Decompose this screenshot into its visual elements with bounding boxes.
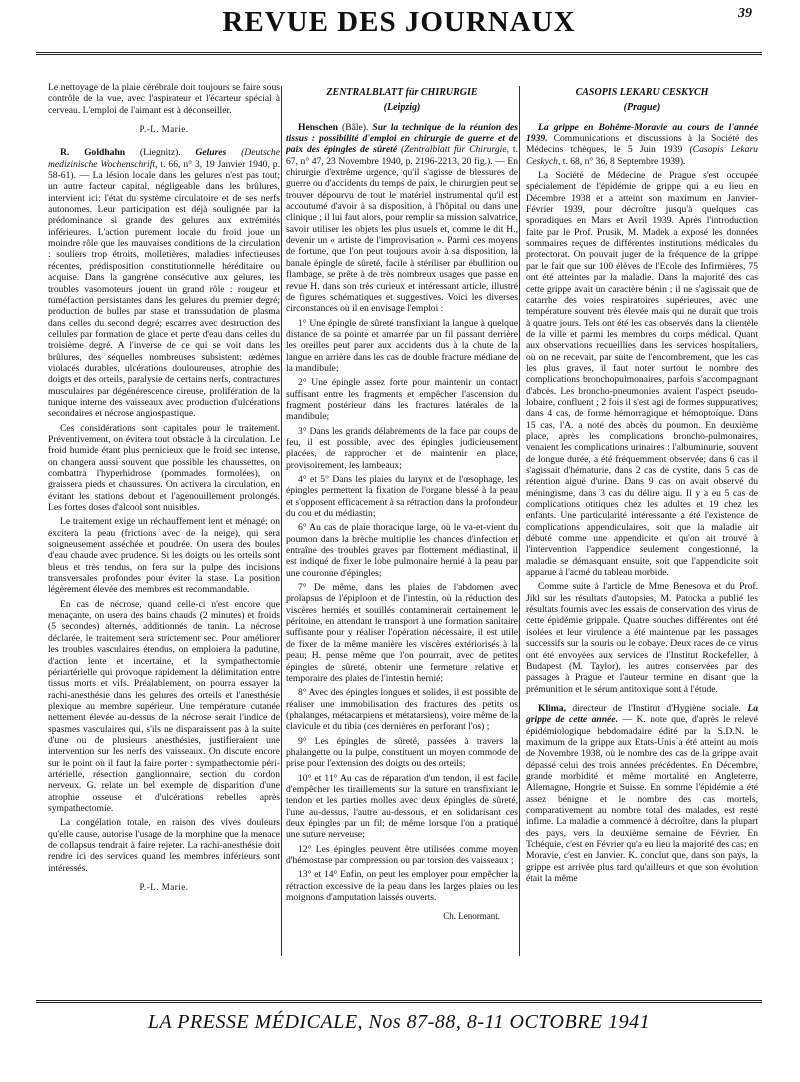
paragraph: — K. note que, d'après le relevé épidémiologique hebdomadaire édité par la S.D.N. le maximum de la grippe aux Etats-Unis a été atteint au mois de Novembre 1938, où le nombre des cas de la grippe avait dépassé celui des trois années précédentes. En Décembre, grande morbidité et même mortalité en Angleterre, Allemagne, Hongrie et Suisse. En somme l'épidémie a été assez bénigne et le nombre des cas mortels, comparativement au nombre total des malades, est resté infime. La maladie a commencé à décroître, dans la plupart des pays, vers la deuxième semaine de Février. En Tchéquie, c'est en Février qu'a eu lieu la majorité des cas; en Moravie, c'est en Janvier. K. conclut que, dans son pays, la grippe est arrivée plus tard qu'ailleurs et que son évolution était la même xyxy=(526,714,758,885)
article-title: La grippe de cette année. xyxy=(526,702,758,726)
column-divider xyxy=(281,86,282,956)
article-place: (Liegnitz). xyxy=(125,147,196,159)
section-title: ZENTRALBLATT für CHIRURGIE xyxy=(326,87,478,98)
article-journal: (Zentralblatt für Chirurgie, xyxy=(397,144,509,156)
paragraph: En chirurgie d'extrême urgence, qu'il s'agisse de blessures de guerre ou d'accidents du temps de paix, le chirurgien peut se trouver dépourvu de tout le matériel instrumental qu'il est accoutumé d'avoir à sa disposition, à l'hôpital ou dans une clinique ; il lui faut alors, pour remplir sa mission salvatrice, savoir utiliser les objets les plus usuels et, comme le dit H., devenir un « artiste de l'improvisation ». Parmi ces moyens de fortune, que l'on peut toujours avoir à sa disposition, la banale épingle de sûreté, facile à stériliser par ébullition ou flambage, se prête à de très nombreux usages que passe en revue H. dans son très curieux et intéressant article, illustré de figures schématiques et suggestives. Voici les diverses circonstances où il en envisage l'emploi : xyxy=(286,155,518,315)
article-title: La grippe en Bohême-Moravie au cours de l'année 1939. xyxy=(526,121,758,145)
paragraph: La lésion locale dans les gelures n'est pas tout; un autre facteur capital, négligeable dans les brûlures, intervient ici: l'état du système circulatoire et de ses nerfs autonomes. Leur participation est déjà soulignée par la prédominance si grande des gelures aux extrémités inférieures. L'action purement locale du froid joue un moindre rôle que les mauvaises conditions de la circulation : souliers trop étroits, molletières, maladies infectieuses récentes, prédisposition constitutionnelle héréditaire ou acquise. Dans la gangrène consécutive aux gelures, les troubles vasomoteurs jouent un grand rôle : rougeur et tuméfaction persistantes dans les gelures du premier degré; production de bulles par stase et transsudation de plasma dans celles du second degré; escarres avec destruction des cellules par formation de glace et perte d'eau dans celles du troisième degré. A l'inverse de ce qui se voit dans les brûlures, des séquelles nombreuses subsistent: œdèmes violacés durables, ulcérations douloureuses, atrophie des doigts et des orteils, paralysie de certains nerfs, contractures musculaires par dégénérescence cireuse, prolifération de la tunique interne des vaisseaux avec production d'ulcérations secondaires et nécrose angiospastique. xyxy=(48,170,280,420)
list-item: 3° Dans les grands délabrements de la face par coups de feu, il est possible, avec des épingles judicieusement placées, de rapprocher et de maintenir en place, provisoirement, les lambeaux; xyxy=(286,425,518,471)
paragraph: La congélation totale, en raison des vives douleurs qu'elle cause, autorise l'usage de la morphine que la menace de collapsus tendrait à faire rejeter. La rachi-anesthésie doit rendre ici des services quand les membres inférieurs sont intéressés. xyxy=(48,817,280,874)
paragraph: En cas de nécrose, quand celle-ci n'est encore que menaçante, on usera des bains chauds (2 minutes) et froids (5 secondes) alternés, additionnés de tanin. La nécrose déclarée, le traitement sera strictement sec. Pour améliorer les troubles vasculaires étendus, on emploiera la padutine, d'action lente et incertaine, et la sympathectomie périartérielle qui provoque rapidement la délimitation entre tissus morts et vifs. Préalablement, on pourra essayer la rachi-anesthésie dans les gelures des orteils et l'anesthésie plexique au membre supérieur. Une température cutanée nettement élevée au-dessus de la nécrose serait l'indice de spasmes vasculaires qui, s'ils ne disparaissent pas à la suite d'une ou de plusieurs anesthésies, justifieraient une intervention sur les nerfs des vaisseaux. On discute encore sur le point où il faut la faire porter : sympathectomie péri-artérielle, résection ganglionnaire, section du cordon nerveux. G. relate un bel exemple de disparition d'une atrophie osseuse et d'ulcérations rebelles après sympathectomie. xyxy=(48,598,280,814)
section-place: (Leipzig) xyxy=(383,102,421,114)
list-item: 2° Une épingle assez forte pour maintenir un contact suffisant entre les fragments et empêcher l'ascension du fragment postérieur dans les fractures latérales de la mandibule; xyxy=(286,377,518,423)
article-grippe xyxy=(526,122,758,167)
column-middle xyxy=(286,82,518,952)
column-divider xyxy=(519,86,520,956)
list-item: 1° Une épingle de sûreté transfixiant la langue à quelque distance de sa pointe et amarrée par un fil passant derrière les oreilles peut parer aux accidents dus à la chute de la langue en arrière dans les cas de double fracture médiane de la mandibule; xyxy=(286,317,518,374)
journal-title: REVUE DES JOURNAUX xyxy=(222,6,576,38)
article-reference: t. 68, n° 36, 8 Septembre 1939). xyxy=(560,155,686,167)
list-item: 4° et 5° Dans les plaies du larynx et de l'œsophage, les épingles permettent la fixation de l'organe blessé à la peau et s'opposent efficacement à sa rétraction dans la profondeur du cou et du médiastin; xyxy=(286,474,518,520)
list-item: 7° De même, dans les plaies de l'abdomen avec prolapsus de l'épiploon et de l'intestin, où la réduction des viscères herniés et souillés contaminerait certainement le péritoine, en attendant le transport à une formation sanitaire suffisante pour y réaliser l'opération nécessaire, il est utile de fixer de la même manière les viscères extériorisés à la peau; H. pense même que l'on pourrait, avec de petites épingles de sûreté, obtenir une fermeture relative et temporaire des plaies de l'intestin hernié; xyxy=(286,582,518,684)
paragraph: Comme suite à l'article de Mme Benesova et du Prof. Jikl sur les résultats d'autopsies, M. Patocka a publié les résultats fournis avec les essais de conservation des virus de cette épidémie grippale. Quatre souches différentes ont été isolées et leur virulence a été maintenue par les passages successifs sur la souris ou le cobaye. Deux races de ce virus ont été envoyées aux services de l'Institut Rockefeller, à Budapest (M. Taylor), les autres conservées par des passages à Prague et l'auteur termine en disant que la prémunition et le sérum antitoxique sont à l'étude. xyxy=(526,581,758,695)
article-reference: t. 67, n° 47, 23 Novembre 1940, p. 2196-2213, 20 fig.). — xyxy=(286,144,518,167)
article-goldhahn xyxy=(48,147,280,419)
column-left xyxy=(48,82,280,952)
paragraph: Le nettoyage de la plaie cérébrale doit toujours se faire sous contrôle de la vue, avec l'aspirateur et l'écarteur spécial à cerveau. L'emploi de l'aimant est à déconseiller. xyxy=(48,82,280,116)
article-intro: Communications et discussions à la Société des Médecins tchèques, le 5 Juin 1939 xyxy=(526,133,758,156)
article-title: Sur la technique de la réunion des tissus : possibilité d'emploi en chirurgie de guerre et de paix des épingles de sûreté xyxy=(286,121,518,156)
footer-text: LA PRESSE MÉDICALE, Nos 87-88, 8-11 OCTOBRE 1941 xyxy=(147,1011,651,1033)
paragraph: Le traitement exige un réchauffement lent et ménagé; on excitera la peau (frictions avec de la neige), qui sera soigneusement asséchée et poudrée. On usera des boules d'eau chaude avec prudence. Si les doigts ou les orteils sont bleus et très tendus, on fera sur la pulpe des incisions transversales profondes pour éviter la stase. La position légèrement élevée des membres est recommandable. xyxy=(48,516,280,596)
page-header xyxy=(36,0,762,55)
list-item: 9° Les épingles de sûreté, passées à travers la phalangette ou la pulpe, constituent un moyen commode de prise pour l'extension des doigts ou des orteils; xyxy=(286,735,518,770)
paragraph: Ces considérations sont capitales pour le traitement. Préventivement, on évitera tout obstacle à la circulation. Le froid humide étant plus pernicieux que le froid sec intense, on changera aussi souvent que possible les chaussettes, on combattra l'hyperhidrose (pommades formolées), on graissera pieds et chaussures. On activera la circulation, en évitant les stations debout et l'agenouillement prolongés. Les fortes doses d'alcool sont nuisibles. xyxy=(48,422,280,514)
column-right xyxy=(526,82,758,952)
list-item: 10° et 11° Au cas de réparation d'un tendon, il est facile d'empêcher les tiraillements sur la suture en transfixiant le tendon et les parties molles avec deux épingles de sûreté, l'une au-dessus, l'autre au-dessous, et en solidarisant ces deux épingles par un fil; de même lorsque l'on a pratiqué une suture nerveuse; xyxy=(286,772,518,841)
page-number: 39 xyxy=(738,6,752,21)
article-place: (Bâle). xyxy=(337,121,373,133)
article-author: Klima, xyxy=(538,702,566,714)
article-author: R. Goldhahn xyxy=(60,147,126,159)
signature: P.-L. Marie. xyxy=(139,882,189,893)
section-place: (Prague) xyxy=(623,102,661,114)
signature: Ch. Lenormant. xyxy=(443,911,500,922)
paragraph: La Société de Médecine de Prague s'est occupée spécialement de l'épidémie de grippe qui a eu lieu en Décembre 1938 et a atteint son maximum en Janvier-Février 1939, pour décroître jusqu'à quelques cas sporadiques en Mars et Avril 1939. Après l'introduction faite par le Prof. Prusik, M. Madek a exposé les données sommaires reçues de différentes institutions médicales du protectorat. On pouvait juger de la fréquence de la grippe par le fait que sur 100 élèves de l'Ecole des Infirmières, 75 ont été atteintes par la maladie. Dans la majorité des cas cette grippe avait un caractère bénin ; il ne s'agissait que de catarrhe des voies respiratoires supérieures, avec une température souvent très élevée mais qui ne durait que trois à quatre jours. Tels ont été les cas observés dans la clientèle de la ville et parmi les membres du corps médical. Quant aux observations recueillies dans les services hospitaliers, où on ne recevait, par suite de l'encombrement, que les cas les plus graves, il faut noter surtout le nombre des complications bronchopulmonaires, parfois s'accompagnant d'abcès. Les broncho-pneumonies avaient l'aspect pseudo-lobaire, confluent ; 2 fois il s'est agi de formes suppuratives; dans 4 cas, de forme hémorragique et hémoptoïque. Dans 15 cas, l'A. a noté des abcès du poumon. En deuxième place, après les complications broncho-pulmonaires, venaient les complications urinaires : l'albuminurie, souvent de longue durée, a été fréquemment observée; dans 6 cas il s'agissait d'hématurie, dans 2 cas de cystite, dans 5 cas de rétention aiguë d'urine. Dans 9 cas on avait observé du méningisme, dans 3 cas du délire aigu. Il y a eu 5 cas de complications otitiques chez les adultes et 19 chez les enfants. Une particularité intéressante a été l'existence de complications appendiculaires, soit que la maladie ait débuté comme une appendicite et qu'on ait trouvé à l'intervention l'appendice seulement congestionné, la maladie se démasquant ensuite, soit que l'appendicite soit apparue à l'acmé du tableau morbide. xyxy=(526,170,758,579)
article-journal: (Casopis Lekaru Ceskych, xyxy=(526,144,758,167)
list-item: 6° Au cas de plaie thoracique large, où le va-et-vient du poumon dans la brèche multiplie les chances d'infection et entraîne des troubles graves par flottement médiastinal, il est indiqué de fixer le lobe pulmonaire hernié à la peau par une couronne d'épingles; xyxy=(286,522,518,579)
article-reference: t. 66, n° 3, 19 Janvier 1940, p. 58-61). — xyxy=(48,158,280,182)
article-intro: directeur de l'Institut d'Hygiène sociale. xyxy=(565,702,748,714)
list-item: 13° et 14° Enfin, on peut les employer pour empêcher la rétraction excessive de la peau dans les larges plaies ou les moignons d'amputation laissés ouverts. xyxy=(286,869,518,904)
section-title: CASOPIS LEKARU CESKYCH xyxy=(575,87,709,98)
article-title: Gelures xyxy=(195,147,227,159)
page-footer xyxy=(36,1000,762,1033)
article-author: Henschen xyxy=(298,121,338,133)
article-klima xyxy=(526,703,758,885)
list-item: 8° Avec des épingles longues et solides, il est possible de réaliser une immobilisation des fractures des petits os (phalanges, métacarpiens et métatarsiens), voire même de la clavicule et du tibia (ces dernières en perforant l'os) ; xyxy=(286,687,518,733)
article-henschen xyxy=(286,122,518,315)
signature: P.-L. Marie. xyxy=(139,124,189,135)
list-item: 12° Les épingles peuvent être utilisées comme moyen d'hémostase par compression ou par torsion des vaisseaux ; xyxy=(286,843,518,866)
article-journal: (Deutsche medizinische Wochenschrift, xyxy=(48,147,280,170)
